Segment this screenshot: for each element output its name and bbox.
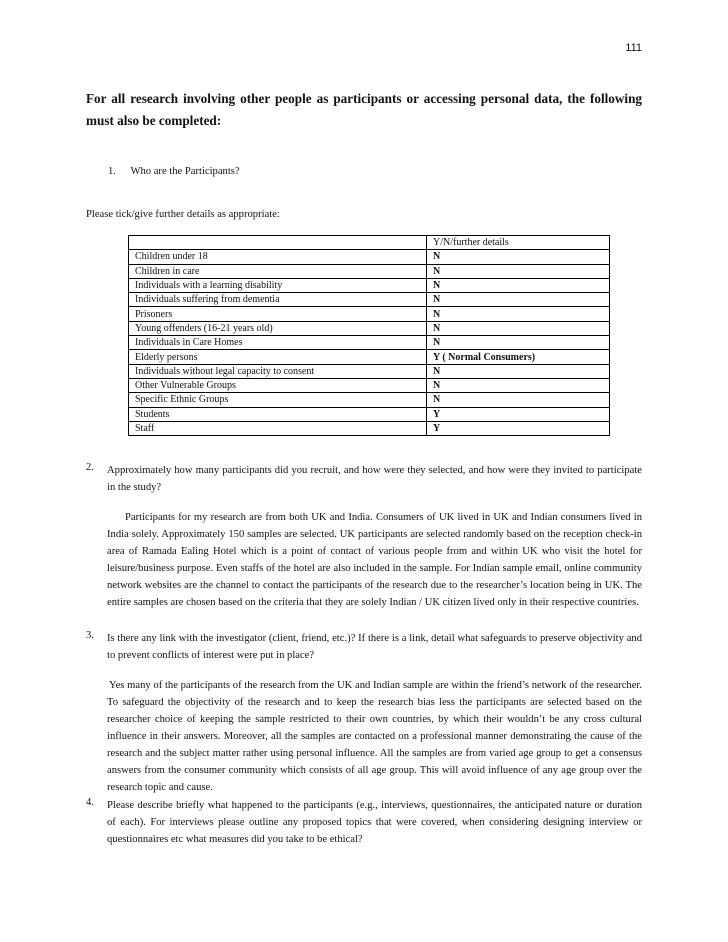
row-label: Other Vulnerable Groups bbox=[129, 378, 427, 392]
participants-table bbox=[128, 235, 610, 436]
row-label: Students bbox=[129, 407, 427, 421]
row-value: N bbox=[427, 293, 610, 307]
row-label: Individuals with a learning disability bbox=[129, 278, 427, 292]
row-value: N bbox=[427, 321, 610, 335]
row-value: N bbox=[427, 278, 610, 292]
row-label: Individuals suffering from dementia bbox=[129, 293, 427, 307]
table-row bbox=[129, 350, 610, 364]
row-value: Y ( Normal Consumers) bbox=[427, 350, 610, 364]
row-label: Specific Ethnic Groups bbox=[129, 393, 427, 407]
question-1-number: 1. bbox=[108, 166, 116, 177]
row-label: Staff bbox=[129, 421, 427, 435]
row-label: Individuals in Care Homes bbox=[129, 336, 427, 350]
row-label: Children under 18 bbox=[129, 250, 427, 264]
section-heading: For all research involving other people as participants or accessing personal data, the following must also be completed: bbox=[86, 91, 642, 128]
table-row bbox=[129, 278, 610, 292]
question-2-answer: Participants for my research are from both UK and India. Consumers of UK lived in UK and Indian consumers lived in India solely. Approximately 150 samples are selected. UK participants are selected randomly based on the reception check-in area of Ramada Ealing Hotel which is a point of contact of various people from and within UK who visit the hotel for leisure/business purpose. Even staffs of the hotel are also included in the sample. For Indian sample email, online community network websites are the channel to contact the participants of the research due to the researcher’s location being in UK. The entire samples are chosen based on the criteria that they are solely Indian / UK citizen lived only in their respective countries. bbox=[107, 512, 642, 608]
row-value: N bbox=[427, 378, 610, 392]
table-row bbox=[129, 393, 610, 407]
question-3-number: 3. bbox=[86, 630, 94, 641]
question-3 bbox=[86, 630, 642, 796]
table-header-answer: Y/N/further details bbox=[427, 236, 610, 250]
question-1 bbox=[108, 166, 240, 177]
question-2-text: Approximately how many participants did you recruit, and how were they selected, and how were they invited to participate in the study? bbox=[107, 465, 642, 493]
question-1-text: Who are the Participants? bbox=[130, 166, 240, 177]
row-value: N bbox=[427, 250, 610, 264]
table-row bbox=[129, 378, 610, 392]
row-value: N bbox=[427, 307, 610, 321]
question-3-answer: Yes many of the participants of the research from the UK and Indian sample are within the friend’s network of the researcher. To safeguard the objectivity of the research and to keep the research bias less the participants are selected based on the researcher choice of keeping the sample restricted to their own countries, by which their wouldn’t be any cross cultural influence in their answers. Moreover, all the samples are contacted on a professional manner demonstrating the cause of the research and the subject matter rather using personal influence. All the samples are from varied age group to get a consensus answers from the consumer community which consists of all age group. This will avoid influence of any age group over the research topic and cause. bbox=[107, 680, 642, 793]
question-2 bbox=[86, 462, 642, 611]
row-value: N bbox=[427, 264, 610, 278]
row-label: Prisoners bbox=[129, 307, 427, 321]
row-label: Individuals without legal capacity to consent bbox=[129, 364, 427, 378]
question-4-text: Please describe briefly what happened to the participants (e.g., interviews, questionnaires, the anticipated nature or duration of each). For interviews please outline any proposed topics that were covered, when considering designing interview or questionnaires etc what measures did you take to be ethical? bbox=[107, 800, 642, 845]
table-row bbox=[129, 307, 610, 321]
row-value: N bbox=[427, 336, 610, 350]
table-row bbox=[129, 421, 610, 435]
row-label: Young offenders (16-21 years old) bbox=[129, 321, 427, 335]
row-value: Y bbox=[427, 407, 610, 421]
row-value: Y bbox=[427, 421, 610, 435]
question-4 bbox=[86, 797, 642, 848]
table-header-row bbox=[129, 236, 610, 250]
row-value: N bbox=[427, 393, 610, 407]
question-2-number: 2. bbox=[86, 462, 94, 473]
table-row bbox=[129, 250, 610, 264]
question-3-text: Is there any link with the investigator (client, friend, etc.)? If there is a link, detail what safeguards to preserve objectivity and to prevent conflicts of interest were put in place? bbox=[107, 633, 642, 661]
table-row bbox=[129, 293, 610, 307]
instruction-text: Please tick/give further details as appropriate: bbox=[86, 209, 280, 220]
table-header-label bbox=[129, 236, 427, 250]
row-label: Elderly persons bbox=[129, 350, 427, 364]
table-row bbox=[129, 336, 610, 350]
table-row bbox=[129, 264, 610, 278]
table-row bbox=[129, 321, 610, 335]
row-value: N bbox=[427, 364, 610, 378]
question-4-number: 4. bbox=[86, 797, 94, 808]
table-row bbox=[129, 407, 610, 421]
row-label: Children in care bbox=[129, 264, 427, 278]
page-number: 111 bbox=[625, 42, 642, 54]
table-row bbox=[129, 364, 610, 378]
